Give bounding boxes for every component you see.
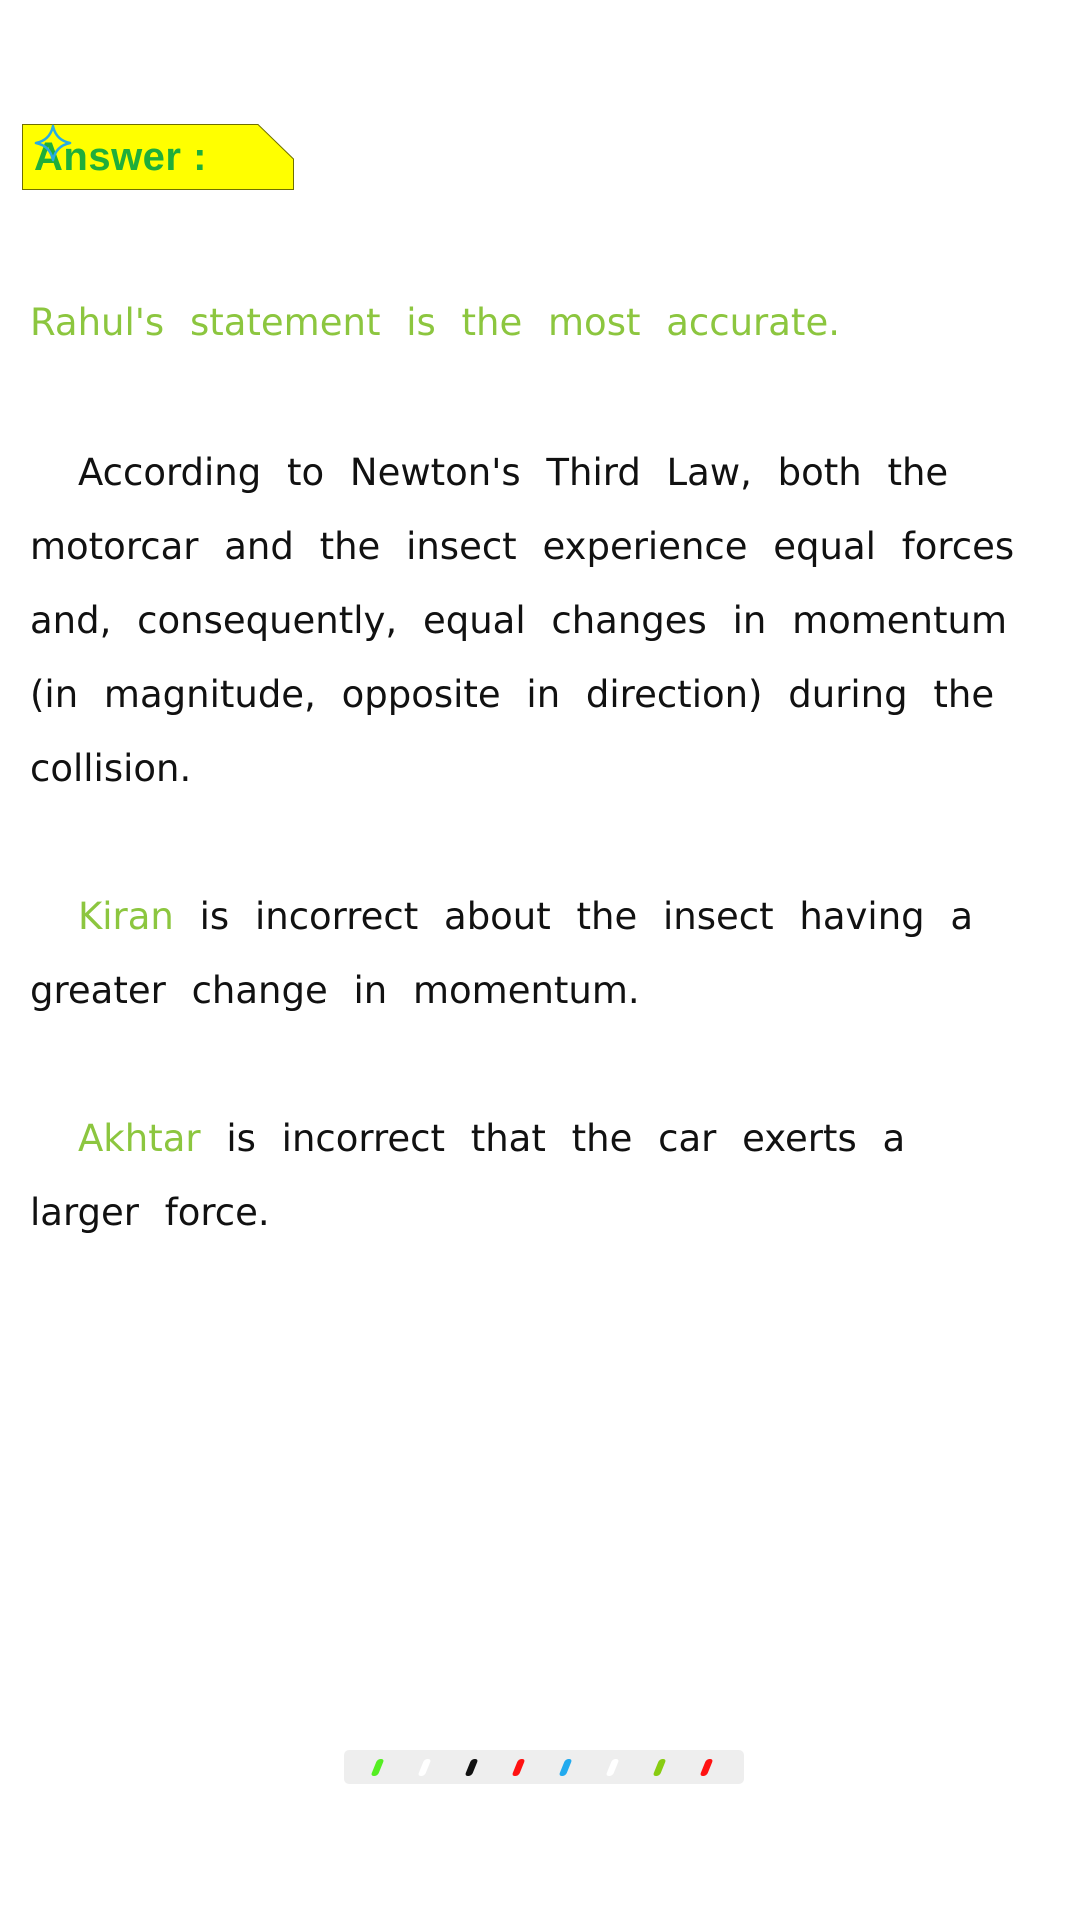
four-point-star-icon [34, 124, 72, 162]
answer-summary: Rahul's statement is the most accurate. [30, 301, 840, 344]
page-indicator-mark [465, 1759, 479, 1776]
page-indicator-mark [653, 1759, 667, 1776]
page-indicator-mark [559, 1759, 573, 1776]
page-indicator-mark [512, 1759, 526, 1776]
page-indicator-mark [371, 1759, 385, 1776]
kiran-paragraph [30, 880, 1020, 1028]
answer-label: Answer : [34, 134, 207, 179]
akhtar-text: is incorrect that the car exerts a larger force. [30, 1117, 906, 1234]
page-indicator-mark [700, 1759, 714, 1776]
answer-badge [22, 124, 294, 190]
page-indicator-mark [606, 1759, 620, 1776]
page-indicator [344, 1750, 744, 1784]
page-indicator-mark [418, 1759, 432, 1776]
newton-explanation: According to Newton's Third Law, both the motorcar and the insect experience equal forces and, consequently, equal changes in momentum (in magnitude, opposite in direction) during the collision. [30, 451, 1015, 790]
akhtar-name: Akhtar [78, 1117, 201, 1160]
akhtar-paragraph [30, 1102, 1020, 1250]
kiran-name: Kiran [78, 895, 174, 938]
kiran-text: is incorrect about the insect having a greater change in momentum. [30, 895, 974, 1012]
